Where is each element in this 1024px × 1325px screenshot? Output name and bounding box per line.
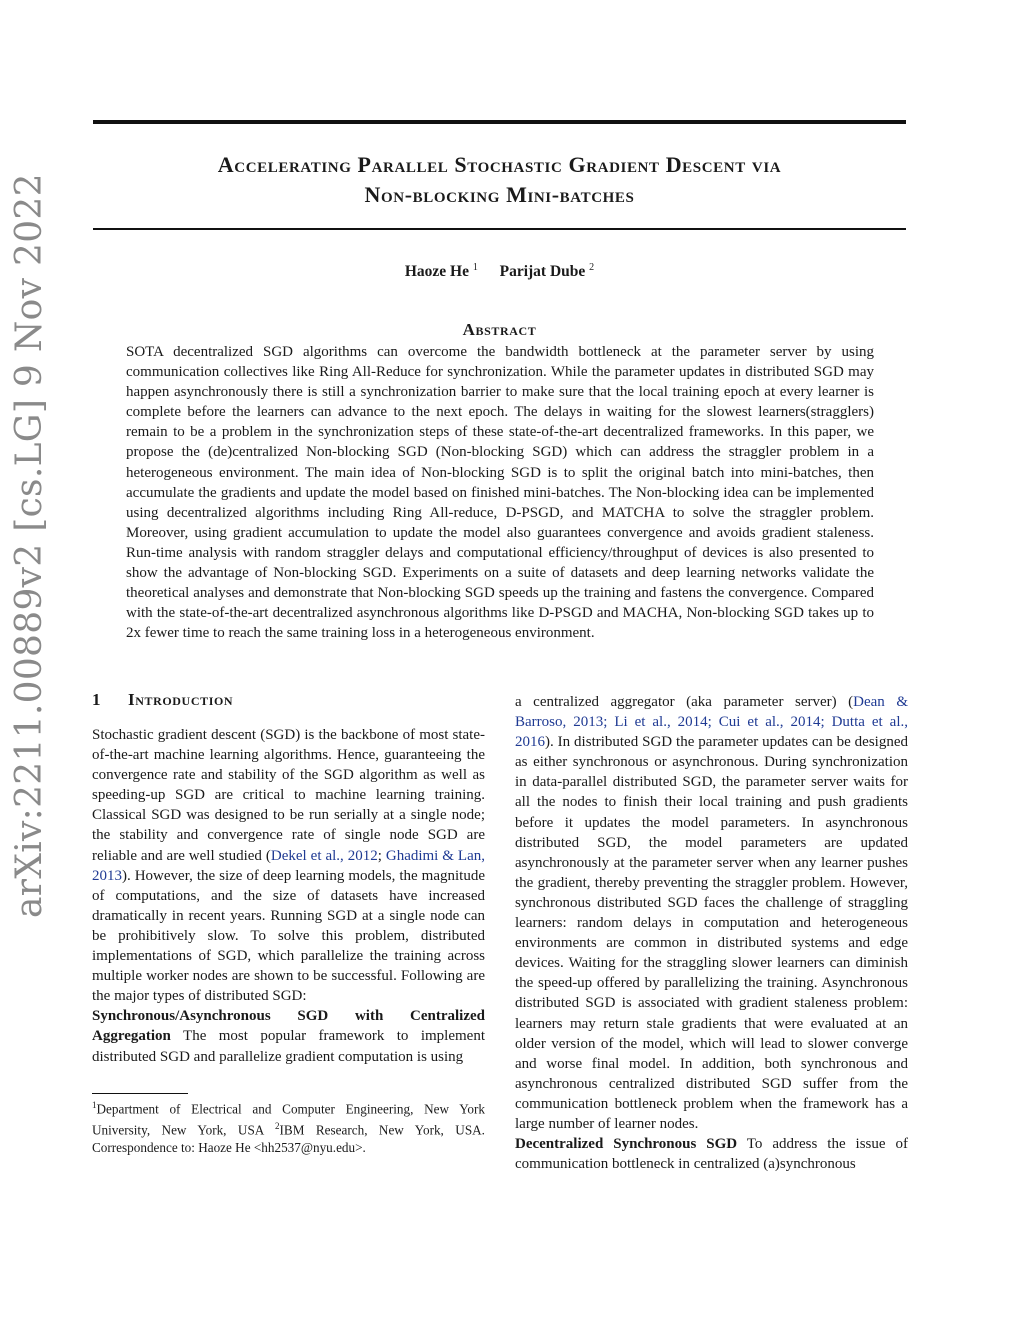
intro-paragraph: a centralized aggregator (aka parameter server) (Dean & Barroso, 2013; Li et al., 2014; Cui et al., 2014; Dutta et al., 2016). In distributed SGD the parameter updates can be designed as either synchronous or asynchronous. During synchronization in data-parallel distributed SGD, the parameter server waits for all the nodes to finish their local training and push gradients before it updates the model parameters. In asynchronous distributed SGD, the model parameters are updated asynchronously at the parameter server when any learner pushes the gradient, thereby preventing the straggler problem. However, synchronous distributed SGD faces the challenge of straggling learners: random delays in computation and heterogeneous environments are common in distributed systems and edge devices. Waiting for the straggling slower learners can diminish the speed-up offered by parallelizing the training. Asynchronous distributed SGD is associated with gradient staleness problem: learners may return stale gradients that were evaluated at an older version of the model, which will lead to slower converge and worse final model. In addition, both synchronous and asynchronous centralized distributed SGD suffer from the communication bottleneck problem when the framework has a large number of learner nodes. — [515, 694, 908, 1132]
paper-title — [93, 150, 906, 210]
author-affiliation-mark: 2 — [589, 262, 595, 273]
title-line-2: Non-blocking Mini-batches — [364, 182, 635, 207]
citation-link[interactable]: Dean & Barroso, 2013; Li et al., 2014; Cui et al., 2014; Dutta et al., 2016 — [515, 694, 908, 751]
title-rule-top — [93, 120, 906, 124]
section-heading-introduction — [92, 690, 233, 710]
arxiv-identifier: arXiv:2211.00889v2 [cs.LG] 9 Nov 2022 — [9, 173, 50, 918]
left-column — [92, 725, 485, 1067]
footnote-rule — [92, 1093, 188, 1094]
intro-paragraph: Synchronous/Asynchronous SGD with Centralized Aggregation The most popular framework to implement distributed SGD and parallelize gradient computation is using — [92, 1008, 485, 1065]
paragraph-runin-heading: Synchronous/Asynchronous SGD with Centralized Aggregation — [92, 1008, 485, 1045]
affiliation-footnote: $^1$Department of Electrical and Computer Engineering, New York University, New York, USA $^2$IBM Research, New York, USA. Correspondence to: Haoze He <hh2537@nyu.edu>. — [92, 1100, 485, 1155]
intro-paragraph: Decentralized Synchronous SGD To address the issue of communication bottleneck in centralized (a)synchronous — [515, 1136, 908, 1173]
section-number: 1 — [92, 690, 102, 709]
paragraph-runin-heading: Decentralized Synchronous SGD — [515, 1136, 738, 1153]
right-column — [515, 692, 908, 1174]
title-rule-bottom — [93, 228, 906, 230]
intro-paragraph: Stochastic gradient descent (SGD) is the backbone of most state-of-the-art machine learning algorithms. Hence, guaranteeing the convergence rate and stability of the SGD algorithm as well as speeding-up SGD are critical to machine learning training. Classical SGD was designed to be run serially at a single node; the stability and convergence rate of single node SGD are reliable and are well studied (Dekel et al., 2012; Ghadimi & Lan, 2013). However, the size of deep learning models, the magnitude of computations, and the size of datasets have increased dramatically in recent years. Running SGD at a single node can be prohibitively slow. To solve this problem, distributed implementations of SGD, which parallelize the training across multiple worker nodes are shown to be successful. Following are the major types of distributed SGD: — [92, 727, 486, 1005]
author-affiliation-mark: 1 — [472, 262, 478, 273]
citation-link[interactable]: Dekel et al., 2012 — [270, 847, 378, 864]
abstract-heading: Abstract — [462, 320, 537, 339]
citation-link[interactable]: Ghadimi & Lan, 2013 — [92, 847, 486, 884]
section-title: Introduction — [128, 690, 234, 709]
author-name: Haoze He — [404, 263, 469, 281]
abstract-text: SOTA decentralized SGD algorithms can overcome the bandwidth bottleneck at the parameter server by using communication collectives like Ring All-Reduce for synchronization. While the parameter updates in distributed SGD may happen asynchronously there is still a synchronization barrier to make sure that the local training epoch at every learner is complete before the learners can advance to the next epoch. The delays in waiting for the slowest learners(stragglers) remain to be a problem in the synchronization steps of these state-of-the-art decentralized frameworks. In this paper, we propose the (de)centralized Non-blocking SGD (Non-blocking SGD) which can address the straggler problem in a heterogeneous environment. The main idea of Non-blocking SGD is to split the original batch into mini-batches, then accumulate the gradients and update the model based on finished mini-batches. The Non-blocking idea can be implemented using decentralized algorithms including Ring All-reduce, D-PSGD, and MATCHA to solve the straggler problem. Moreover, using gradient accumulation to update the model also guarantees convergence and avoids gradient staleness. Run-time analysis with random straggler delays and computational efficiency/throughput of devices is also presented to show the advantage of Non-blocking SGD. Experiments on a suite of datasets and deep learning networks validate the theoretical analyses and demonstrate that Non-blocking SGD speeds up the training and fastens the convergence. Compared with the state-of-the-art decentralized asynchronous algorithms like D-PSGD and MACHA, Non-blocking SGD takes up to 2x fewer time to reach the same training loss in a heterogeneous environment. — [126, 344, 874, 642]
author-list — [93, 262, 906, 281]
author-name: Parijat Dube — [499, 263, 586, 281]
title-line-1: Accelerating Parallel Stochastic Gradient Descent via — [217, 152, 782, 177]
